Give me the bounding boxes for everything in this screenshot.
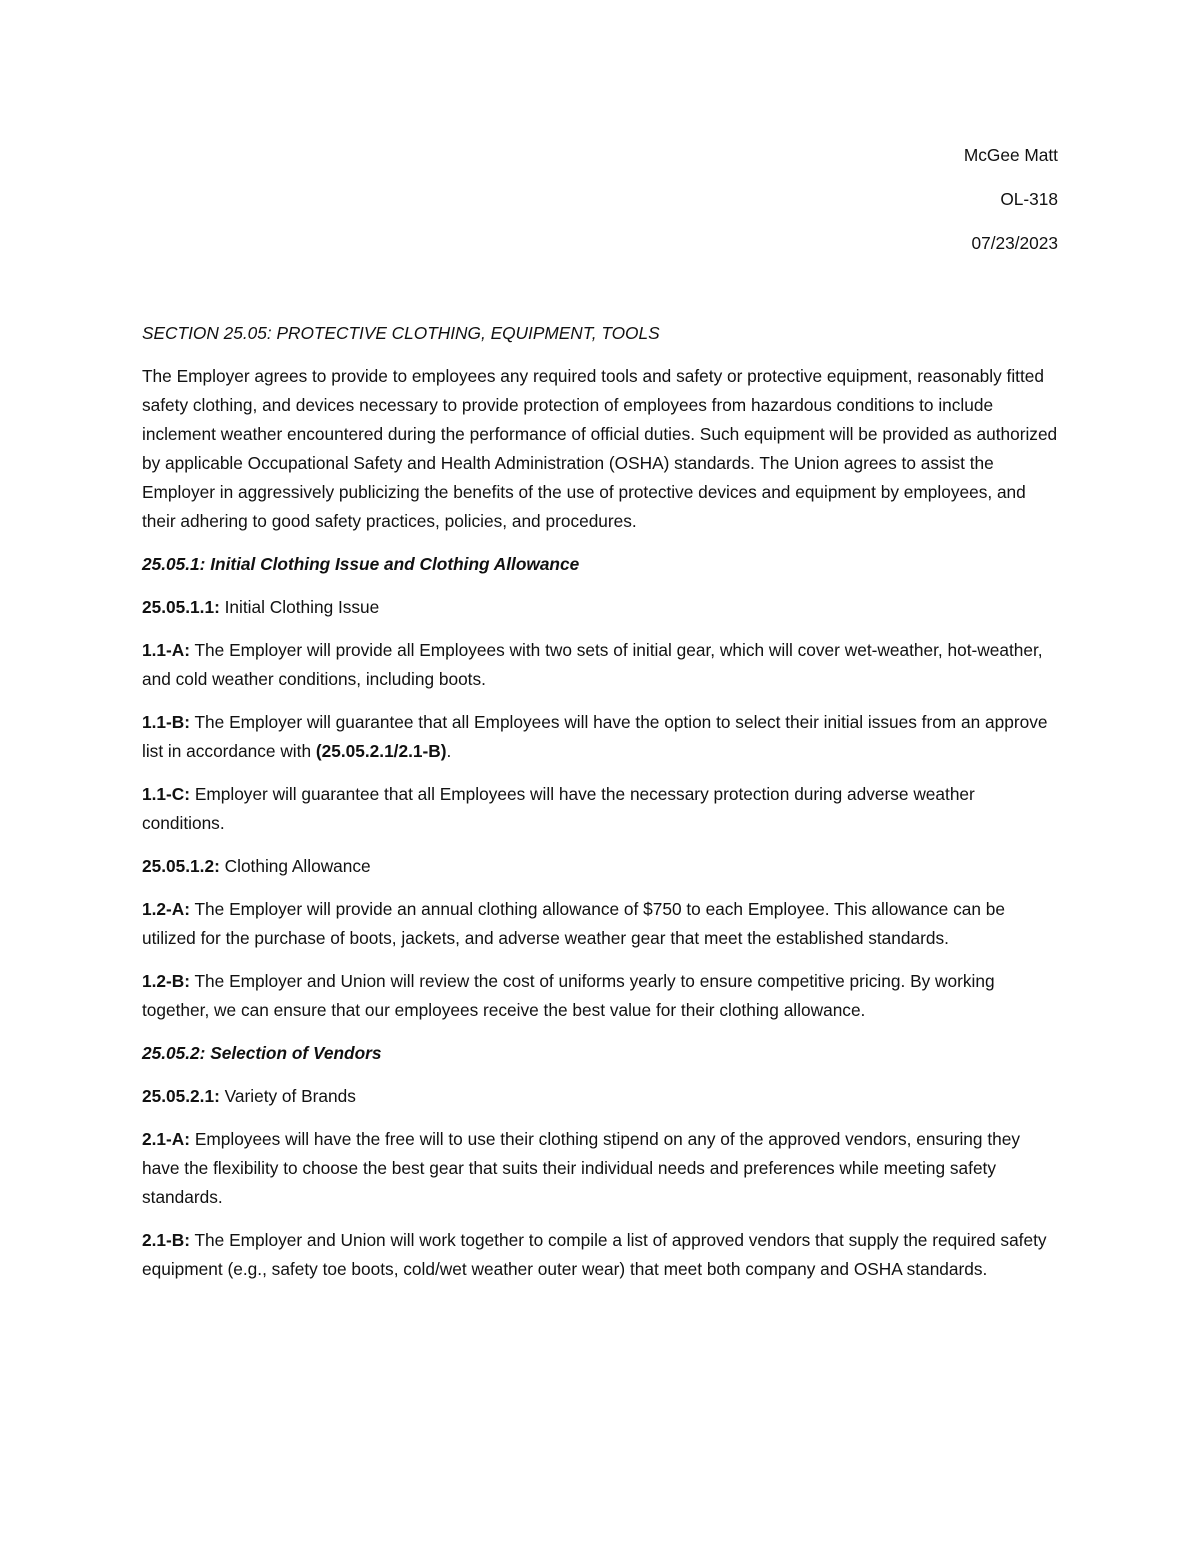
course-code: OL-318 xyxy=(1000,189,1058,209)
clause-label: 1.1-A: xyxy=(142,640,191,660)
clause-1-2-b xyxy=(142,967,1060,1025)
clause-text: Employer will guarantee that all Employees will have the necessary protection during adverse weather conditions. xyxy=(142,784,975,833)
clause-text: The Employer will provide an annual clothing allowance of $750 to each Employee. This allowance can be utilized for the purchase of boots, jackets, and adverse weather gear that meet the established standards. xyxy=(142,899,1005,948)
clause-text: The Employer will provide all Employees with two sets of initial gear, which will cover wet-weather, hot-weather, and cold weather conditions, including boots. xyxy=(142,640,1043,689)
clause-label: 1.1-C: xyxy=(142,784,191,804)
clause-text: The Employer and Union will work together to compile a list of approved vendors that supply the required safety equipment (e.g., safety toe boots, cold/wet weather outer wear) that meet both company and OSHA standards. xyxy=(142,1230,1047,1279)
clause-text: Initial Clothing Issue xyxy=(219,597,380,617)
clause-label: 1.2-A: xyxy=(142,899,191,919)
subsection-title-25-05-2: 25.05.2: Selection of Vendors xyxy=(142,1043,382,1063)
clause-25-05-2-1 xyxy=(142,1082,1060,1111)
clause-25-05-1-2 xyxy=(142,852,1060,881)
document-date: 07/23/2023 xyxy=(971,233,1058,253)
clause-label: 25.05.2.1: xyxy=(142,1086,220,1106)
author-name: McGee Matt xyxy=(963,145,1058,165)
clause-1-1-a xyxy=(142,636,1060,694)
clause-25-05-1-1 xyxy=(142,593,1060,622)
section-title: SECTION 25.05: PROTECTIVE CLOTHING, EQUIPMENT, TOOLS xyxy=(142,323,660,343)
header-block xyxy=(964,141,1058,273)
clause-label: 25.05.1.2: xyxy=(142,856,220,876)
clause-1-1-c xyxy=(142,780,1060,838)
clause-label: 2.1-B: xyxy=(142,1230,191,1250)
clause-text: The Employer will guarantee that all Employees will have the option to select their initial issues from an approve list in accordance with xyxy=(142,712,1048,761)
document-body xyxy=(142,319,1060,1298)
clause-label: 1.2-B: xyxy=(142,971,191,991)
clause-1-1-b xyxy=(142,708,1060,766)
clause-2-1-b xyxy=(142,1226,1060,1284)
subsection-title-25-05-1: 25.05.1: Initial Clothing Issue and Clothing Allowance xyxy=(142,554,580,574)
clause-label: 1.1-B: xyxy=(142,712,191,732)
clause-text: Clothing Allowance xyxy=(219,856,371,876)
clause-label: 2.1-A: xyxy=(142,1129,191,1149)
clause-2-1-a xyxy=(142,1125,1060,1212)
clause-text-end: . xyxy=(446,741,452,761)
clause-text: The Employer and Union will review the cost of uniforms yearly to ensure competitive pricing. By working together, we can ensure that our employees receive the best value for their clothing allowance. xyxy=(142,971,995,1020)
clause-reference: (25.05.2.1/2.1-B) xyxy=(315,741,447,761)
section-intro: The Employer agrees to provide to employees any required tools and safety or protective equipment, reasonably fitted safety clothing, and devices necessary to provide protection of employees from hazardous conditions to include inclement weather encountered during the performance of official duties. Such equipment will be provided as authorized by applicable Occupational Safety and Health Administration (OSHA) standards. The Union agrees to assist the Employer in aggressively publicizing the benefits of the use of protective devices and equipment by employees, and their adhering to good safety practices, policies, and procedures. xyxy=(142,366,1058,531)
clause-1-2-a xyxy=(142,895,1060,953)
clause-text: Variety of Brands xyxy=(219,1086,356,1106)
clause-label: 25.05.1.1: xyxy=(142,597,220,617)
clause-text: Employees will have the free will to use their clothing stipend on any of the approved vendors, ensuring they have the flexibility to choose the best gear that suits their individual needs and preferences while meeting safety standards. xyxy=(142,1129,1020,1207)
